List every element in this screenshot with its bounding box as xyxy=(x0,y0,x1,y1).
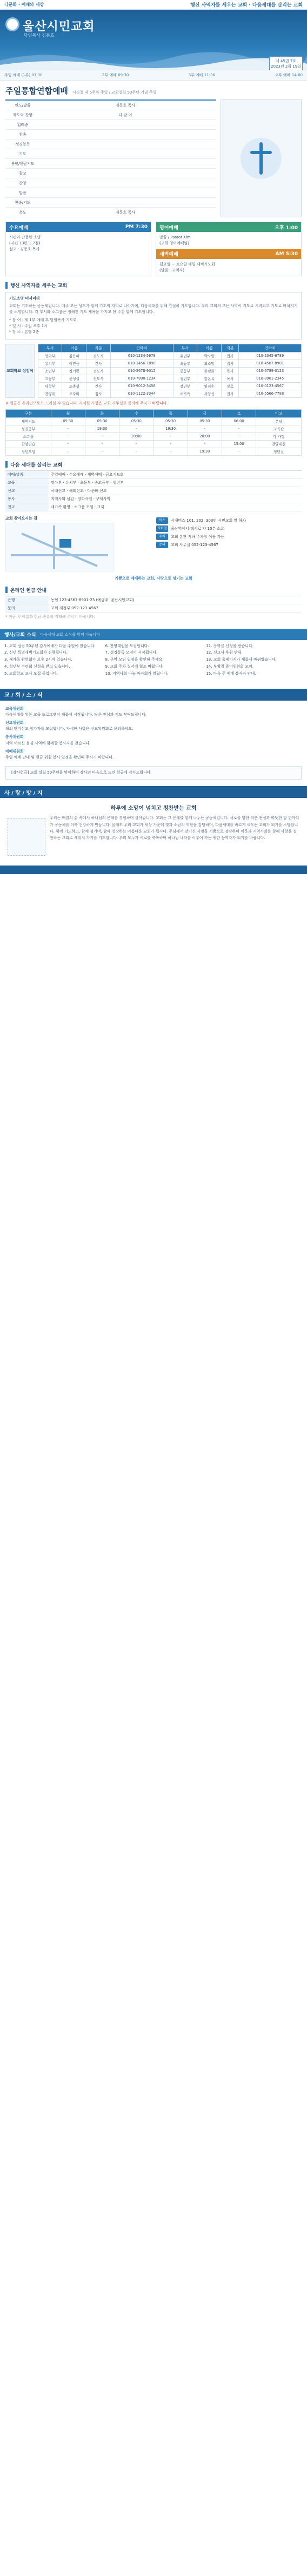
schedule-header-cell: 수 xyxy=(119,409,154,417)
kv-value: 영아부 · 유치부 · 초등부 · 중고등부 · 청년부 xyxy=(49,479,302,487)
staff-table xyxy=(38,344,302,398)
staff-cell: 장로 xyxy=(222,382,239,390)
staff-cell: 권사 xyxy=(222,390,239,397)
direction-text: 시내버스 101, 202, 303번 시민교회 앞 하차 xyxy=(171,518,246,523)
worship-illustration-icon xyxy=(221,99,302,217)
fri-time: 오후 1:00 xyxy=(275,225,298,231)
news-col-3 xyxy=(206,643,303,678)
staff-cell: 윤성실 xyxy=(62,375,86,382)
order-row xyxy=(5,178,216,188)
table-row xyxy=(6,448,302,455)
list-item xyxy=(156,525,302,532)
schedule-cell: - xyxy=(154,448,188,455)
fri-line2: (교회 영어예배팀) xyxy=(159,241,190,245)
order-cell: 축도 xyxy=(19,210,26,215)
news-item: 15. 다음 주 예배 봉사자 안내. xyxy=(206,671,256,676)
worship-order-section xyxy=(0,81,307,624)
order-row xyxy=(5,169,216,178)
time-1: 주일 예배 (1부) 07:30 xyxy=(4,73,43,77)
table-row xyxy=(38,360,301,367)
offering-note: ※ 헌금은 온라인으로도 드리실 수 있습니다. 자세한 사항은 교회 사무실로 문의해 주시기 바랍니다. xyxy=(5,401,168,405)
wed-line1: 시편과 간증한 소망 xyxy=(9,235,41,239)
table-row xyxy=(38,367,301,375)
offering-extra: * 헌금 시 이름과 헌금 종류를 기재해 주시기 바랍니다. xyxy=(5,614,95,619)
kv-value: 농협 123-4567-8901-23 (예금주: 울산시민교회) xyxy=(49,596,302,604)
staff-cell: 010-5566-7788 xyxy=(239,390,302,397)
sat-line2: (말씀 : 교역자) xyxy=(159,268,185,272)
order-cell: 김동호 목사 xyxy=(115,210,136,215)
table-row xyxy=(38,375,301,382)
news-item: 1. 교회 설립 50주년 감사예배가 다음 주일에 있습니다. xyxy=(4,643,96,648)
edu-body xyxy=(0,701,307,764)
schedule-cell: - xyxy=(51,425,85,432)
topbar-right: 행신 사역자를 세우는 교회 · 다음세대를 살리는 교회 xyxy=(190,3,303,8)
schedule-header-cell: 토 xyxy=(222,409,256,417)
other-services-box xyxy=(156,222,302,276)
schedule-header-cell: 비고 xyxy=(256,409,302,417)
news-item: 3. 새가족 환영회가 오후 2시에 있습니다. xyxy=(4,657,72,662)
hills-decoration-icon xyxy=(0,44,307,70)
order-cell: 묵도와 찬양 xyxy=(12,112,33,117)
top-bar xyxy=(0,0,307,10)
edu-category: 예배위원회 xyxy=(5,749,24,754)
kv-key: 선교 xyxy=(5,487,49,495)
service-times-strip xyxy=(0,70,307,81)
order-row xyxy=(5,130,216,139)
order-row xyxy=(5,149,216,159)
staff-cell: 010-6789-0123 xyxy=(239,367,302,375)
news-item: 4. 청년부 수련회 신청을 받고 있습니다. xyxy=(4,664,70,669)
schedule-cell: 본당 xyxy=(256,417,302,425)
schedule-cell: 19:30 xyxy=(188,448,222,455)
fri-line1: 말씀 / Pastor Kim xyxy=(159,235,191,239)
news-item: 5. 교회학교 교사 모집 중입니다. xyxy=(4,671,58,676)
staff-cell: 010-2345-6789 xyxy=(239,352,302,360)
kv-key: 친교 xyxy=(5,503,49,511)
staff-cell: 010-3456-7890 xyxy=(110,360,173,367)
staff-cell: 소년부 xyxy=(38,367,62,375)
issue-date: 2023년 2월 19일 xyxy=(271,64,301,69)
edu-text: 주일 예배 안내 및 헌금 위원 봉사 일정을 확인해 주시기 바랍니다. xyxy=(5,755,114,760)
map-box xyxy=(5,516,151,573)
edu-category: 봉사위원회 xyxy=(5,735,24,740)
edu-header: 교 / 회 / 소 / 식 xyxy=(0,689,307,701)
staff-cell: 조충성 xyxy=(62,382,86,390)
list-item xyxy=(156,534,302,540)
news-item: 6. 찬양대원을 모집합니다. xyxy=(105,643,149,648)
table-row xyxy=(38,352,301,360)
news-sub: 다음세대 교회 소식을 함께 나눕니다 xyxy=(40,632,100,637)
staff-cell: 한평화 xyxy=(197,367,222,375)
staff-cell: 유치부 xyxy=(38,360,62,367)
table-row xyxy=(38,382,301,390)
schedule-cell: 찬양대실 xyxy=(256,440,302,448)
schedule-cell: 05:30 xyxy=(188,417,222,425)
kv-value: 국내선교 · 해외선교 · 다문화 선교 xyxy=(49,487,302,495)
staff-header-cell: 이름 xyxy=(62,344,86,352)
staff-cell: 집사 xyxy=(86,390,111,397)
direction-tag: 주차 xyxy=(156,534,168,540)
schedule-cell: - xyxy=(188,425,222,432)
column-header: 사 / 랑 / 방 / 지 xyxy=(0,786,307,798)
sat-line1: 월요일 ~ 토요일 매일 새벽기도회 xyxy=(159,262,215,267)
bulletin-page xyxy=(0,0,307,874)
staff-cell: 목사 xyxy=(222,367,239,375)
schedule-cell: 성경공부 xyxy=(6,425,51,432)
worship-title: 주일통합연합예배 xyxy=(5,86,68,96)
staff-cell: 서양선 xyxy=(197,390,222,397)
kv-value: 지역사회 섬김 · 장학사업 · 구제사역 xyxy=(49,495,302,503)
staff-cell: 장년부 xyxy=(173,382,197,390)
slogan: 기쁨으로 예배하는 교회, 사랑으로 섬기는 교회 xyxy=(115,576,192,581)
notice-b3: * 장 소 : 본당 2층 xyxy=(9,330,39,335)
schedule-cell: 05:30 xyxy=(51,417,85,425)
staff-header-cell: 연락처 xyxy=(110,344,173,352)
staff-cell: 찬양대 xyxy=(38,390,62,397)
staff-cell: 임겸손 xyxy=(197,382,222,390)
staff-cell: 김은혜 xyxy=(62,352,86,360)
schedule-cell: - xyxy=(222,425,256,432)
kv-value: 교회 재정부 052-123-4567 xyxy=(49,604,302,613)
directions-list xyxy=(156,516,302,573)
schedule-cell: 19:30 xyxy=(154,425,188,432)
staff-cell: 대학부 xyxy=(38,382,62,390)
staff-header-cell: 부서 xyxy=(38,344,62,352)
kv-key: 은행 xyxy=(5,596,49,604)
schedule-cell: 06:00 xyxy=(222,417,256,425)
schedule-header-cell: 월 xyxy=(51,409,85,417)
direction-text: 교회 본관 지하 주차장 이용 가능 xyxy=(171,534,225,539)
staff-cell: 간사 xyxy=(86,360,111,367)
schedule-cell: 소그룹 xyxy=(6,432,51,440)
schedule-header-cell: 목 xyxy=(154,409,188,417)
schedule-cell: 각 가정 xyxy=(256,432,302,440)
schedule-cell: - xyxy=(85,448,119,455)
schedule-cell: 15:00 xyxy=(222,440,256,448)
staff-cell: 새가족 xyxy=(173,390,197,397)
order-row xyxy=(5,101,216,110)
staff-cell: 전도사 xyxy=(86,367,111,375)
staff-cell: 청년부 xyxy=(173,375,197,382)
church-sub: 담임목사 김동호 xyxy=(24,33,55,38)
schedule-cell: - xyxy=(222,448,256,455)
notice-b1: * 참 여 : 제 1부 예배 후 담임목사 기도회 xyxy=(9,317,77,322)
kv-value: 새가족 환영 · 소그룹 모임 · 교제 xyxy=(49,503,302,511)
direction-tag: 문의 xyxy=(156,542,168,548)
list-item xyxy=(156,517,302,524)
thanks-box: [감사헌금] 교회 설립 50주년을 맞이하여 감사의 마음으로 드린 헌금에 감사드립니다. xyxy=(5,766,302,780)
schedule-header-cell: 금 xyxy=(188,409,222,417)
issue-number: 제 45권 7호 xyxy=(275,59,297,63)
notice-b2: * 일 시 : 주일 오후 1시 xyxy=(9,324,48,329)
order-cell: 입례송 xyxy=(17,122,29,127)
sat-head: 새벽예배 xyxy=(159,252,178,258)
schedule-cell: 청년모임 xyxy=(6,448,51,455)
edu-category: 선교위원회 xyxy=(5,721,24,725)
schedule-cell: - xyxy=(119,448,154,455)
staff-cell: 전도사 xyxy=(86,352,111,360)
staff-cell: 010-0123-4567 xyxy=(239,382,302,390)
fri-head: 영어예배 xyxy=(159,225,178,231)
schedule-cell: - xyxy=(119,440,154,448)
staff-cell: 박사랑 xyxy=(197,352,222,360)
order-cell: 말씀 xyxy=(19,190,26,195)
topbar-left: 다문화 · 예배와 세상 xyxy=(4,2,44,7)
schedule-cell: - xyxy=(154,440,188,448)
table-row xyxy=(6,440,302,448)
staff-cell: 010-4567-8901 xyxy=(239,360,302,367)
staff-cell: 간사 xyxy=(86,382,111,390)
schedule-cell: 새벽기도 xyxy=(6,417,51,425)
schedule-cell: 19:30 xyxy=(85,425,119,432)
table-row xyxy=(6,432,302,440)
ministry-list xyxy=(5,470,302,511)
staff-header-cell: 연락처 xyxy=(239,344,302,352)
staff-cell: 최소망 xyxy=(197,360,222,367)
schedule-cell: - xyxy=(222,432,256,440)
table-row xyxy=(38,390,301,397)
time-3: 3부 예배 11:30 xyxy=(188,73,215,77)
news-item: 9. 교회 주차 질서에 협조 바랍니다. xyxy=(105,664,164,669)
staff-cell: 정기쁨 xyxy=(62,367,86,375)
schedule-cell: 교육관 xyxy=(256,425,302,432)
schedule-header-cell: 화 xyxy=(85,409,119,417)
news-item: 2. 신년 특별새벽기도회가 진행됩니다. xyxy=(4,650,68,655)
direction-tag: 버스 xyxy=(156,517,168,524)
schedule-cell: - xyxy=(51,440,85,448)
staff-cell: 010-8901-2345 xyxy=(239,375,302,382)
news-body xyxy=(0,640,307,681)
order-row xyxy=(5,208,216,217)
schedule-cell: - xyxy=(51,448,85,455)
staff-cell: 010-1122-3344 xyxy=(110,390,173,397)
schedule-cell: - xyxy=(188,440,222,448)
church-name: 울산시민교회 xyxy=(23,20,95,34)
offering-title: 온라인 헌금 안내 xyxy=(10,588,47,594)
time-4: 오후 예배 14:00 xyxy=(275,73,303,77)
edu-text: 해외 단기선교 참가자를 모집합니다. 자세한 사항은 선교위원회로 문의하세요. xyxy=(5,727,134,731)
column-text: 우리는 매일의 삶 속에서 하나님의 은혜를 경험하며 살아갑니다. 교회는 그 은혜를 함께 나누는 공동체입니다. 서로를 향한 작은 관심과 따뜻한 말 한마디가 공동체를 더욱 건강하게 만듭니다. 올해도 우리 교회가 세상 가운데 빛과 소금의 역할을 감당하며, 다음세대를 바르게 세우는 교회가 되기를 소망합니다. 함께 기도하고, 함께 섬기며, 함께 성장하는 아름다운 교회가 됩시다. 주님께서 맡기신 사명을 기쁨으로 감당하며 이웃과 지역사회를 향해 사랑을 실천하는 교회로 세워져 가기를 기도합니다. 우리 모두가 서로를 축복하며 하나님 나라를 이루어 가는 귀한 동역자가 되기를 바랍니다. xyxy=(50,816,299,841)
staff-label: 교회학교 섬김이 xyxy=(5,344,35,398)
staff-cell: 목사 xyxy=(222,375,239,382)
order-cell: 찬송/기도 xyxy=(15,200,31,205)
wed-time: PM 7:30 xyxy=(125,224,148,230)
schedule-cell: 찬양연습 xyxy=(6,440,51,448)
schedule-cell: - xyxy=(85,432,119,440)
header-banner xyxy=(0,10,307,70)
order-cell: 찬송 xyxy=(19,132,26,137)
column-section xyxy=(0,798,307,861)
direction-tag: 지하철 xyxy=(156,525,168,532)
ministry-title: 다음 세대를 살리는 교회 xyxy=(10,462,63,468)
schedule-cell: - xyxy=(51,432,85,440)
issue-badge xyxy=(269,56,303,70)
staff-cell: 유년부 xyxy=(173,352,197,360)
schedule-cell: 05:30 xyxy=(85,417,119,425)
order-cell: 광고 xyxy=(19,171,26,176)
news-item: 13. 교회 홈페이지가 새롭게 바뀌었습니다. xyxy=(206,657,277,662)
wed-head: 수요예배 xyxy=(9,225,28,231)
worship-subtitle: 사순절 제 5주차 주일 / 교회설립 50주년 기념 주일 xyxy=(72,90,157,95)
staff-cell: 010-9012-3456 xyxy=(110,382,173,390)
staff-cell: 010-1234-5678 xyxy=(110,352,173,360)
schedule-cell: - xyxy=(119,425,154,432)
footer-bar xyxy=(0,866,307,874)
direction-text: 울산역에서 택시로 약 10분 소요 xyxy=(171,526,224,531)
notice-headline: 기도소명 미셔너리 xyxy=(9,296,40,301)
wednesday-service-box xyxy=(5,222,151,276)
news-item: 11. 장학금 신청을 받습니다. xyxy=(206,643,253,648)
order-row xyxy=(5,110,216,120)
news-title: 행사/교회 소식 xyxy=(4,633,36,638)
news-col-1 xyxy=(4,643,101,678)
staff-cell: 010-7890-1234 xyxy=(110,375,173,382)
order-cell: 기도 xyxy=(19,151,26,156)
kv-key: 교육 xyxy=(5,479,49,487)
notice-title: 행신 사역자를 세우는 교회 xyxy=(10,283,68,289)
staff-cell: 중등부 xyxy=(173,367,197,375)
notice-body: 교회는 기도하는 공동체입니다. 매주 모든 성도가 함께 기도의 자리로 나아가며, 다음세대를 위해 간절히 기도합니다. 우리 교회의 모든 사역이 기도로 시작되고 기도로 마쳐지기를 소망합니다. 각 부서와 소그룹은 정해진 기도 제목을 가지고 한 주간 함께 기도합니다. xyxy=(9,303,298,314)
order-row xyxy=(5,120,216,130)
schedule-cell: 05:30 xyxy=(119,417,154,425)
wed-line2: (시편 13편 1-7절) xyxy=(9,241,41,245)
church-logo-icon xyxy=(5,17,19,31)
staff-cell: 집사 xyxy=(222,360,239,367)
staff-cell: 이믿음 xyxy=(62,360,86,367)
schedule-cell: 청년실 xyxy=(256,448,302,455)
order-cell: 봉헌/헌금기도 xyxy=(11,161,35,166)
table-row xyxy=(6,417,302,425)
order-row xyxy=(5,139,216,149)
order-row xyxy=(5,198,216,208)
schedule-cell: - xyxy=(85,440,119,448)
staff-cell: 오자비 xyxy=(62,390,86,397)
edu-category: 교육위원회 xyxy=(5,706,24,711)
order-cell: 성경봉독 xyxy=(15,142,30,147)
news-item: 12. 선교사 후원 안내. xyxy=(206,650,243,655)
offering-list xyxy=(5,596,302,613)
staff-cell: 초등부 xyxy=(173,360,197,367)
staff-header-cell: 이름 xyxy=(197,344,222,352)
edu-text: 다음세대를 위한 교육 프로그램이 새롭게 시작됩니다. 많은 관심과 기도 부탁드립니다. xyxy=(5,712,147,717)
map-icon xyxy=(5,523,114,571)
news-item: 10. 지역사회 나눔 바자회가 열립니다. xyxy=(105,671,169,676)
edu-text: 지역 어르신 섬김 사역에 함께할 봉사자를 찾습니다. xyxy=(5,741,91,745)
map-title: 교회 찾아오시는 길 xyxy=(5,516,37,521)
news-item: 14. 부활절 준비위원회 모임. xyxy=(206,664,253,669)
news-col-2 xyxy=(105,643,202,678)
schedule-cell: 05:30 xyxy=(154,417,188,425)
column-illustration-icon xyxy=(8,818,45,856)
staff-cell: 집사 xyxy=(222,352,239,360)
prayer-notice xyxy=(5,292,302,339)
kv-key: 봉사 xyxy=(5,495,49,503)
kv-value: 주일예배 · 수요예배 · 새벽예배 · 금요기도회 xyxy=(49,471,302,479)
order-row xyxy=(5,188,216,198)
order-cell: 다 같 이 xyxy=(118,112,132,117)
news-item: 8. 구역 모임 일정을 확인해 주세요. xyxy=(105,657,164,662)
kv-key: 예배/말씀 xyxy=(5,471,49,479)
staff-cell: 고등부 xyxy=(38,375,62,382)
staff-header-cell: 부서 xyxy=(173,344,197,352)
worship-order-table xyxy=(5,99,216,217)
staff-cell: 전도사 xyxy=(86,375,111,382)
staff-header-cell: 직분 xyxy=(222,344,239,352)
table-row xyxy=(6,425,302,432)
sat-time: AM 5:30 xyxy=(275,251,298,257)
weekly-schedule-table xyxy=(5,409,302,456)
column-title: 하루에 소망이 넘치고 칭찬받는 교회 xyxy=(110,806,197,812)
direction-text: 교회 사무실 052-123-4567 xyxy=(171,542,218,547)
list-item xyxy=(156,542,302,548)
news-item: 7. 성경통독 모임이 시작됩니다. xyxy=(105,650,158,655)
schedule-cell: 20:00 xyxy=(119,432,154,440)
order-cell: 찬양 xyxy=(19,181,26,185)
staff-cell: 영아부 xyxy=(38,352,62,360)
time-2: 2부 예배 09:30 xyxy=(102,73,129,77)
schedule-cell: 20:00 xyxy=(188,432,222,440)
order-cell: 김동호 목사 xyxy=(115,103,136,108)
staff-cell: 강온유 xyxy=(197,375,222,382)
schedule-header-cell: 구분 xyxy=(6,409,51,417)
staff-header-cell: 직분 xyxy=(86,344,111,352)
kv-key: 문의 xyxy=(5,604,49,613)
wed-line3: 설교 : 김동호 목사 xyxy=(9,247,40,251)
order-cell: 인도/말씀 xyxy=(15,103,31,108)
staff-cell: 010-5678-9012 xyxy=(110,367,173,375)
schedule-cell: - xyxy=(154,432,188,440)
news-header xyxy=(0,629,307,640)
order-row xyxy=(5,159,216,169)
